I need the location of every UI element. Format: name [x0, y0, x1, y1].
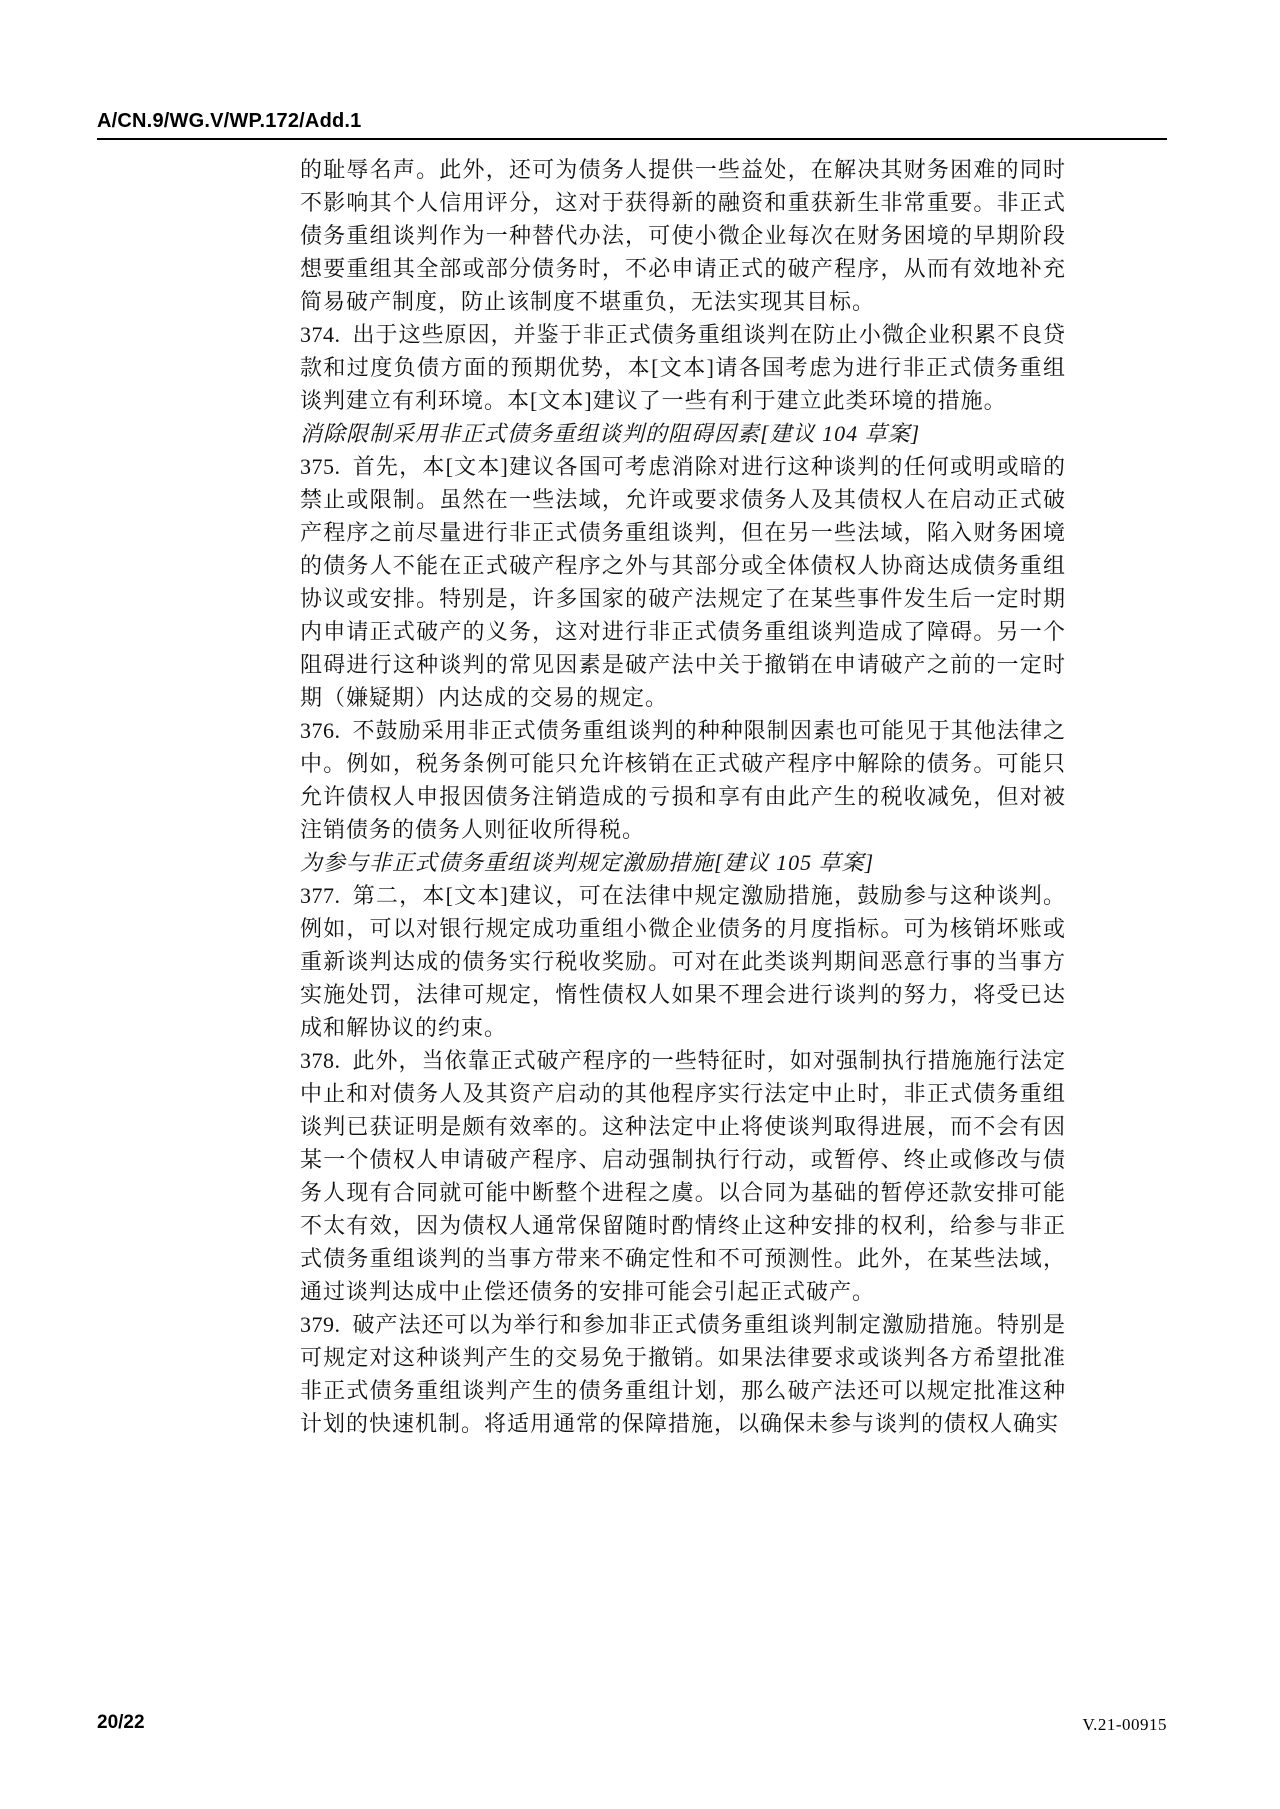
paragraph-text: 第二，本[文本]建议，可在法律中规定激励措施，鼓励参与这种谈判。例如，可以对银行规定成功重组小微企业债务的月度指标。可为核销坏账或重新谈判达成的债务实行税收奖励。可对在此类谈判期间恶意行事的当事方实施处罚，法律可规定，惰性债权人如果不理会进行谈判的努力，将受已达成和解协议的约束。 [300, 883, 1066, 1040]
paragraph-text: 此外，当依靠正式破产程序的一些特征时，如对强制执行措施施行法定中止和对债务人及其资产启动的其他程序实行法定中止时，非正式债务重组谈判已获证明是颇有效率的。这种法定中止将使谈判取得进展，而不会有因某一个债权人申请破产程序、启动强制执行行动，或暂停、终止或修改与债务人现有合同就可能中断整个进程之虞。以合同为基础的暂停还款安排可能不太有效，因为债权人通常保留随时酌情终止这种安排的权利，给参与非正式债务重组谈判的当事方带来不确定性和不可预测性。此外，在某些法域，通过谈判达成中止偿还债务的安排可能会引起正式破产。 [300, 1048, 1066, 1304]
paragraph-379 [300, 1308, 1066, 1440]
paragraph-text: 的耻辱名声。此外，还可为债务人提供一些益处，在解决其财务困难的同时不影响其个人信用评分，这对于获得新的融资和重获新生非常重要。非正式债务重组谈判作为一种替代办法，可使小微企业每次在财务困境的早期阶段想要重组其全部或部分债务时，不必申请正式的破产程序，从而有效地补充简易破产制度，防止该制度不堪重负，无法实现其目标。 [300, 157, 1066, 314]
paragraph-text: 不鼓励采用非正式债务重组谈判的种种限制因素也可能见于其他法律之中。例如，税务条例可能只允许核销在正式破产程序中解除的债务。可能只允许债权人申报因债务注销造成的亏损和享有由此产生的税收减免，但对被注销债务的债务人则征收所得税。 [300, 718, 1066, 842]
document-reference: V.21-00915 [1082, 1715, 1167, 1734]
paragraph-continuation [300, 153, 1066, 318]
document-body [300, 145, 1066, 1440]
paragraph-number: 377. [300, 883, 341, 908]
paragraph-number: 379. [300, 1312, 341, 1337]
paragraph-376 [300, 714, 1066, 846]
header-rule [97, 138, 1167, 140]
section-heading-recommendation-105: 为参与非正式债务重组谈判规定激励措施[建议 105 草案] [300, 850, 875, 875]
paragraph-375 [300, 450, 1066, 714]
paragraph-text: 破产法还可以为举行和参加非正式债务重组谈判制定激励措施。特别是可规定对这种谈判产生的交易免于撤销。如果法律要求或谈判各方希望批准非正式债务重组谈判产生的债务重组计划，那么破产法还可以规定批准这种计划的快速机制。将适用通常的保障措施，以确保未参与谈判的债权人确实 [300, 1312, 1066, 1436]
section-heading-recommendation-104: 消除限制采用非正式债务重组谈判的阻碍因素[建议 104 草案] [300, 421, 921, 446]
paragraph-number: 374. [300, 322, 341, 347]
paragraph-374 [300, 318, 1066, 417]
document-symbol: A/CN.9/WG.V/WP.172/Add.1 [97, 110, 362, 132]
paragraph-378 [300, 1044, 1066, 1308]
paragraph-number: 375. [300, 454, 341, 479]
paragraph-text: 首先，本[文本]建议各国可考虑消除对进行这种谈判的任何或明或暗的禁止或限制。虽然在一些法域，允许或要求债务人及其债权人在启动正式破产程序之前尽量进行非正式债务重组谈判，但在另一些法域，陷入财务困境的债务人不能在正式破产程序之外与其部分或全体债权人协商达成债务重组协议或安排。特别是，许多国家的破产法规定了在某些事件发生后一定时期内申请正式破产的义务，这对进行非正式债务重组谈判造成了障碍。另一个阻碍进行这种谈判的常见因素是破产法中关于撤销在申请破产之前的一定时期（嫌疑期）内达成的交易的规定。 [300, 454, 1066, 710]
paragraph-number: 378. [300, 1048, 341, 1073]
paragraph-377 [300, 879, 1066, 1044]
paragraph-number: 376. [300, 718, 341, 743]
paragraph-text: 出于这些原因，并鉴于非正式债务重组谈判在防止小微企业积累不良贷款和过度负债方面的预期优势，本[文本]请各国考虑为进行非正式债务重组谈判建立有利环境。本[文本]建议了一些有利于建立此类环境的措施。 [300, 322, 1066, 413]
page-number: 20/22 [97, 1712, 145, 1733]
